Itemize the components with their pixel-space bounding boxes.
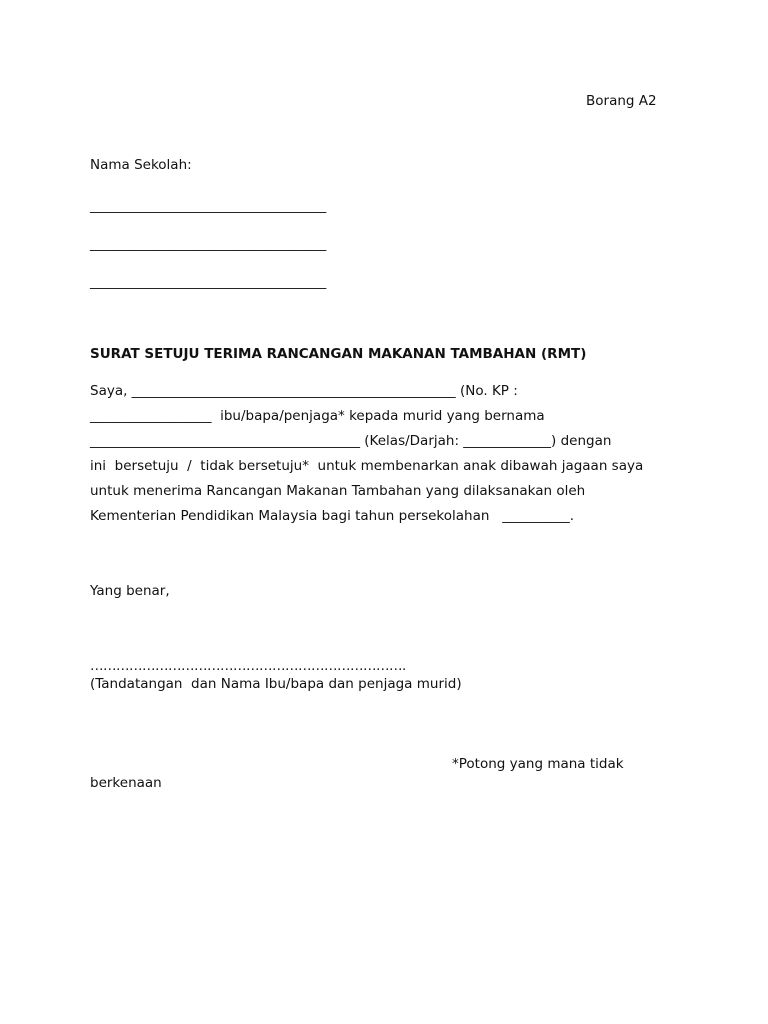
body-line: __________________ ibu/bapa/penjaga* kepada murid yang bernama [90, 408, 545, 424]
body-line: Saya, ________________________________________________ (No. KP : [90, 383, 518, 399]
form-code: Borang A2 [586, 93, 657, 109]
letter-heading: SURAT SETUJU TERIMA RANCANGAN MAKANAN TAMBAHAN (RMT) [90, 346, 587, 362]
footnote-continuation: berkenaan [90, 775, 162, 791]
body-line: ________________________________________ (Kelas/Darjah: _____________) dengan [90, 433, 612, 449]
signature-line: ………………………………………………………………. [90, 658, 406, 674]
closing-salutation: Yang benar, [90, 583, 170, 599]
body-line: untuk menerima Rancangan Makanan Tambahan yang dilaksanakan oleh [90, 483, 586, 499]
footnote: *Potong yang mana tidak [452, 756, 624, 772]
body-line: ini bersetuju / tidak bersetuju* untuk membenarkan anak dibawah jagaan saya [90, 458, 644, 474]
school-name-blank-line: ___________________________________ [90, 236, 327, 252]
body-line: Kementerian Pendidikan Malaysia bagi tahun persekolahan __________. [90, 508, 575, 524]
signature-caption: (Tandatangan dan Nama Ibu/bapa dan penjaga murid) [90, 676, 462, 692]
school-name-label: Nama Sekolah: [90, 157, 192, 173]
school-name-blank-line: ___________________________________ [90, 274, 327, 290]
school-name-blank-line: ___________________________________ [90, 198, 327, 214]
